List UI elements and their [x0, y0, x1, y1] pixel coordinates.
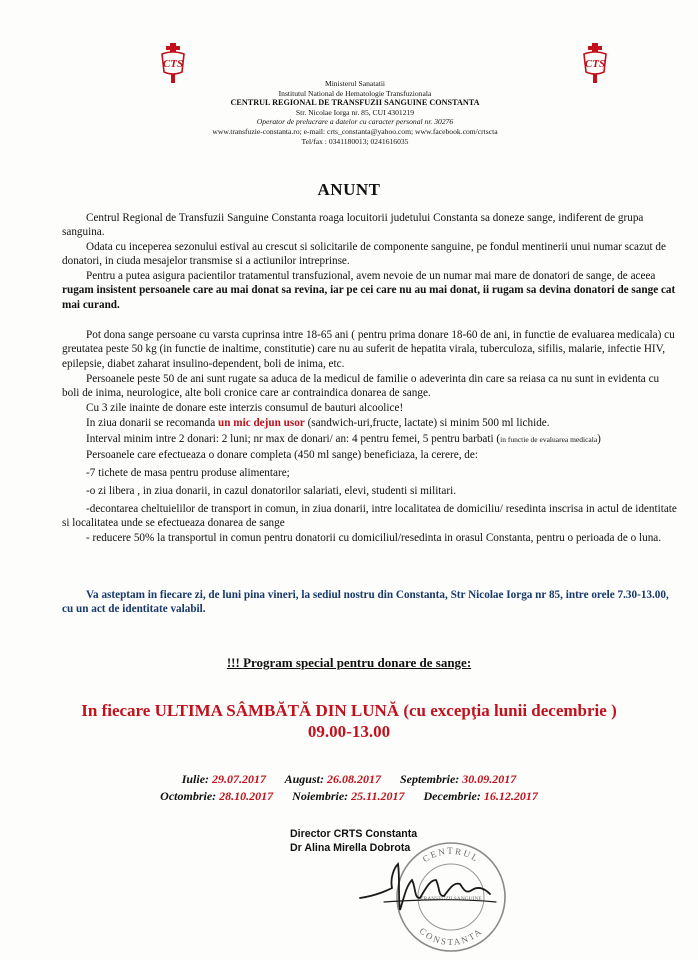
header-operator: Operator de prelucrare a datelor cu caracter personal nr. 30276: [256, 117, 454, 127]
header-center: CENTRUL REGIONAL DE TRANSFUZII SANGUINE CONSTANTA: [230, 98, 480, 108]
paragraph-eligibility: Pot dona sange persoane cu varsta cuprinsa intre 18-65 ani ( pentru prima donare 18-60 de ani, in functie de evaluarea medicala) cu greutatea peste 50 kg (in functie de inaltime, constitutie) care nu au suferit de hepatita virala, tuberculoza, sifilis, malarie, infectie HIV, epilepsie, diabet zaharat insulino-dependent, boli de inima, etc.: [62, 329, 675, 370]
interval-note: in functie de evaluarea medicala: [500, 435, 598, 444]
date-value: 30.09.2017: [462, 772, 517, 786]
signature-name: Dr Alina Mirella Dobrota: [290, 842, 411, 854]
dates-row-1: [0, 772, 698, 787]
page-title: ANUNT: [317, 180, 381, 199]
program-hours: 09.00-13.00: [307, 722, 391, 741]
appeal-emphasis: rugam insistent persoanele care au mai donat sa revina, iar pe cei care nu au mai donat, ii rugam sa devina donatori de sange cat mai curand.: [62, 284, 676, 311]
month-label: Septembrie:: [399, 772, 460, 786]
breakfast-emphasis: un mic dejun usor: [218, 417, 305, 429]
benefit-transport: -decontarea cheltuielilor de transport in comun, in ziua donarii, intre localitatea de domiciliu/ resedinta inscrisa in actul de identitate si localitatea unde se efectueaza donarea de sange: [62, 503, 677, 530]
header-address: Str. Nicolae Iorga nr. 85, CUI 4301219: [295, 107, 415, 117]
program-line: In fiecare ULTIMA SÂMBĂTĂ DIN LUNĂ (cu excepţia lunii decembrie ): [81, 701, 617, 720]
date-value: 29.07.2017: [212, 772, 267, 786]
date-value: 26.08.2017: [326, 772, 381, 786]
paragraph-season: Odata cu inceperea sezonului estival au crescut si solicitarile de componente sanguine, pe fondul mentinerii unui numar scazut de donatori, in ciuda mesajelor transmise si a actiunilor intreprinse.: [62, 241, 666, 268]
interval-text: Interval minim intre 2 donari: 2 luni; nr max de donari/ an: 4 pentru femei, 5 pentru barbati (: [86, 433, 501, 445]
program-title: !!! Program special pentru donare de sange:: [226, 655, 472, 670]
benefit-discount: - reducere 50% la transportul in comun pentru donatorii cu domiciliul/resedinta in orasul Constanta, pentru o perioada de o luna.: [86, 532, 662, 544]
paragraph-benefits: Persoanele care efectueaza o donare completa (450 ml sange) beneficiaza, la cerere, de:: [86, 449, 478, 461]
appeal-text: Pentru a putea asigura pacientilor tratamentul transfuzional, avem nevoie de un numar mai mare de donatori de sange, de aceea: [86, 270, 656, 282]
paragraph-alcohol: Cu 3 zile inainte de donare este interzis consumul de bauturi alcoolice!: [86, 402, 404, 414]
handwritten-signature: [354, 858, 504, 918]
crts-logo-right: [578, 42, 612, 84]
month-label: Iulie:: [181, 772, 210, 786]
benefit-meal-tickets: -7 tichete de masa pentru produse alimentare;: [86, 467, 290, 479]
dates-row-2: [0, 789, 698, 804]
stamp-middle-text: TRANSFUZII SANGUINE: [420, 896, 482, 902]
month-label: Octombrie:: [160, 789, 217, 803]
letterhead: [190, 79, 520, 146]
breakfast-details: (sandwich-uri,fructe, lactate) si minim 500 ml lichide.: [304, 417, 550, 429]
month-label: Decembrie:: [423, 789, 481, 803]
paragraph-intro: Centrul Regional de Transfuzii Sanguine Constanta roaga locuitorii judetului Constanta sa doneze sange, indiferent de grupa sanguina.: [62, 212, 644, 239]
logo-text: CTS: [162, 58, 184, 70]
logo-text: CTS: [584, 58, 606, 70]
crts-logo-left: [156, 42, 190, 84]
date-value: 28.10.2017: [219, 789, 274, 803]
paragraph-schedule: Va asteptam in fiecare zi, de luni pina vineri, la sediul nostru din Constanta, Str Nicolae Iorga nr 85, intre orele 7.30-13.00, cu un act de identitate valabil.: [62, 589, 669, 616]
header-phone: Tel/fax : 0341180013; 0241616035: [301, 136, 409, 146]
header-ministry: Ministerul Sanatatii: [324, 79, 386, 88]
month-label: Noiembrie:: [292, 789, 349, 803]
program-last-saturday: [40, 700, 658, 742]
date-value: 16.12.2017: [483, 789, 538, 803]
paragraph-over-50: Persoanele peste 50 de ani sunt rugate sa aduca de la medicul de familie o adeverinta din care sa reiasa ca nu sunt in evidenta cu boli de inima, neurologice, alte boli cronice care ar contraindica donarea de sange.: [62, 373, 660, 400]
month-label: August:: [284, 772, 324, 786]
signature-title: Director CRTS Constanta: [290, 828, 418, 840]
interval-close: ): [597, 433, 601, 445]
benefit-day-off: -o zi libera , in ziua donarii, in cazul donatorilor salariati, elevi, studenti si militari.: [86, 485, 457, 497]
header-web: www.transfuzie-constanta.ro; e-mail: crts_constanta@yahoo.com; www.facebook.com/crtscta: [212, 126, 498, 136]
stamp-top-text: CENTRUL: [420, 846, 482, 865]
stamp-bottom-text: CONSTANTA: [417, 925, 485, 948]
breakfast-text: In ziua donarii se recomanda: [86, 417, 219, 429]
date-value: 25.11.2017: [351, 789, 405, 803]
paragraph-interval: [62, 432, 678, 447]
paragraph-appeal: [62, 269, 678, 312]
paragraph-breakfast: [62, 416, 678, 430]
header-institute: Institutul National de Hematologie Transfuzionala: [278, 88, 432, 98]
